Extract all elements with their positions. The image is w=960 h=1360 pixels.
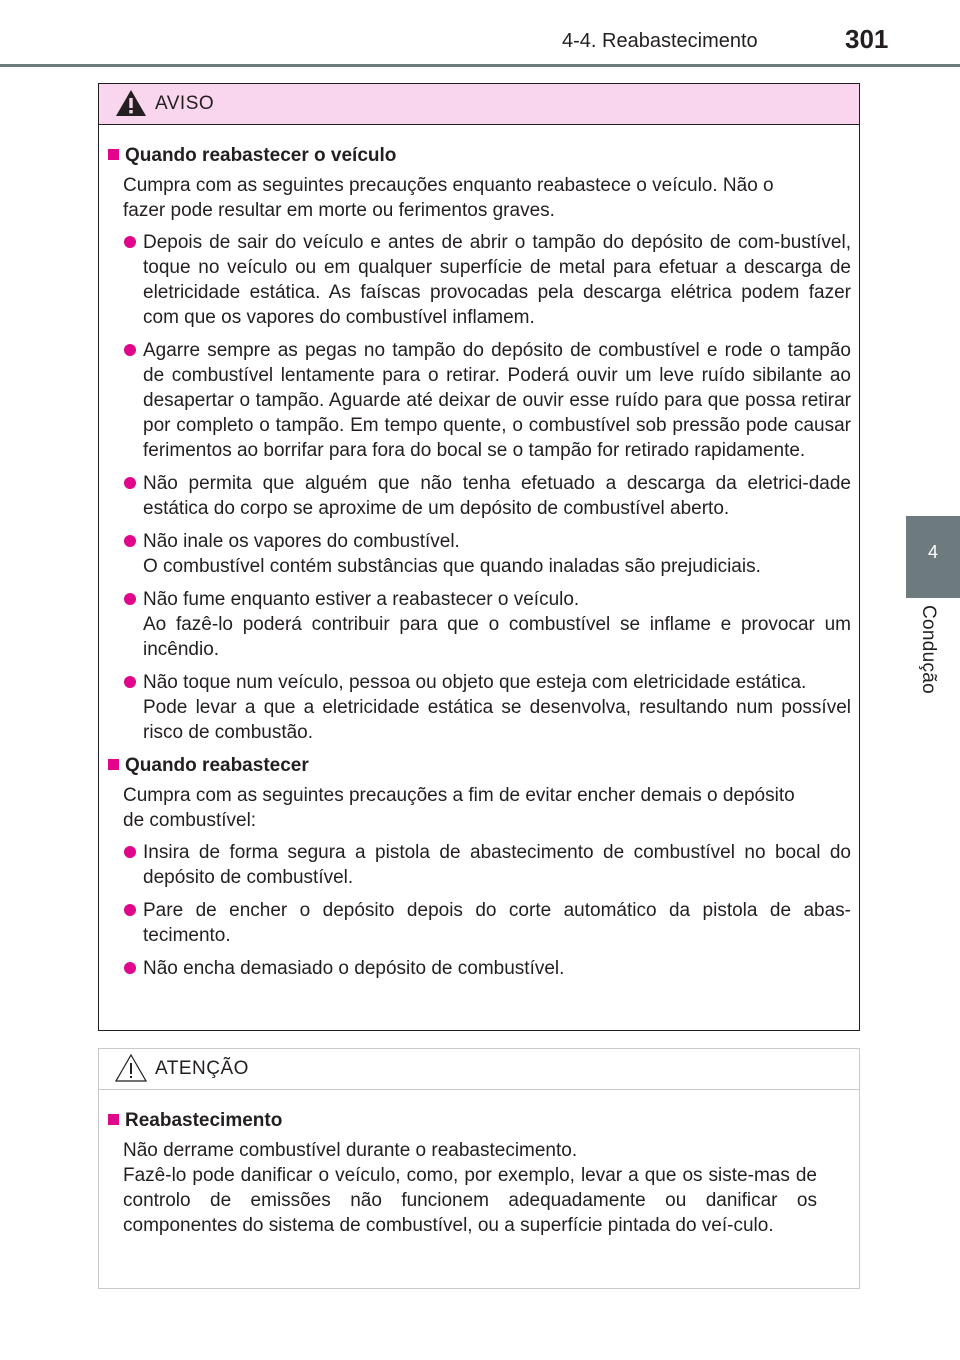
bullet-text: Não toque num veículo, pessoa ou objeto que esteja com eletricidade estática. [143,672,807,693]
header-section-title: 4-4. Reabastecimento [562,30,758,52]
notice-box-body [99,1090,859,1238]
warning-box-header [99,84,859,125]
section-square-icon [108,149,119,160]
bullet-dot-icon [124,904,136,916]
bullet-text: Não encha demasiado o depósito de combustível. [143,958,565,979]
bullet-dot-icon [124,593,136,605]
notice-line: Fazê-lo pode danificar o veículo, como, por exemplo, levar a que os siste-mas de controlo de emissões não funcionem adequadamente ou danificar os componentes do sistema de combustível, ou a superfície pintada do veí-culo. [123,1165,817,1236]
bullet-item [123,529,851,579]
bullet-text: Não inale os vapores do combustível. [143,531,460,552]
bullet-item [123,956,851,981]
bullet-item [123,587,851,662]
warning-box [98,83,860,1031]
bullet-dot-icon [124,962,136,974]
bullet-dot-icon [124,846,136,858]
notice-box-title: ATENÇÃO [155,1058,249,1079]
bullet-dot-icon [124,236,136,248]
section-heading-text: Quando reabastecer [125,755,309,776]
bullet-text: Pode levar a que a eletricidade estática se desenvolva, resultando num possível risco de combustão. [143,697,851,743]
section-heading [107,1108,851,1133]
section-heading [107,143,851,168]
section-square-icon [108,1114,119,1125]
bullet-text: Não permita que alguém que não tenha efetuado a descarga da eletrici-dade estática do corpo se aproxime de um depósito de combustível aberto. [143,473,851,519]
bullet-dot-icon [124,676,136,688]
bullet-dot-icon [124,477,136,489]
header-rule [0,64,960,67]
bullet-item [123,898,851,948]
bullet-text: Depois de sair do veículo e antes de abrir o tampão do depósito de com-bustível, toque no veículo ou em qualquer superfície de metal para efetuar a descarga de eletricidade estática. As faíscas provocadas pela descarga elétrica podem fazer com que os vapores do combustível inflamem. [143,232,851,328]
chapter-tab [906,516,960,598]
section-intro [123,173,851,223]
notice-box-header [99,1049,859,1090]
section-heading-text: Quando reabastecer o veículo [125,145,397,166]
bullet-text: O combustível contém substâncias que quando inaladas são prejudiciais. [143,556,761,577]
caution-triangle-icon [115,1053,147,1083]
bullet-dot-icon [124,535,136,547]
warning-box-title: AVISO [155,93,215,114]
bullet-text: Ao fazê-lo poderá contribuir para que o combustível se inflame e provocar um incêndio. [143,614,851,660]
bullet-item [123,471,851,521]
notice-text [123,1138,851,1238]
warning-triangle-icon [115,88,147,118]
chapter-number: 4 [927,542,938,562]
bullet-text: Pare de encher o depósito depois do corte automático da pistola de abas-tecimento. [143,900,851,946]
section-intro [123,783,851,833]
warning-box-body [99,125,859,981]
page-number: 301 [845,24,889,54]
bullet-item [123,230,851,330]
section-heading-text: Reabastecimento [125,1110,283,1131]
bullet-text: Insira de forma segura a pistola de abastecimento de combustível no bocal do depósito de combustível. [143,842,851,888]
notice-line: Não derrame combustível durante o reabastecimento. [123,1140,578,1161]
bullet-item [123,670,851,745]
bullet-item [123,338,851,463]
bullet-dot-icon [124,344,136,356]
section-intro-text: Cumpra com as seguintes precauções enquanto reabastece o veículo. Não o fazer pode resultar em morte ou ferimentos graves. [123,175,774,221]
bullet-text: Não fume enquanto estiver a reabastecer o veículo. [143,589,580,610]
bullet-item [123,840,851,890]
section-square-icon [108,759,119,770]
bullet-text: Agarre sempre as pegas no tampão do depósito de combustível e rode o tampão de combustível lentamente para o retirar. Poderá ouvir um leve ruído sibilante ao desapertar o tampão. Aguarde até deixar de ouvir esse ruído para que possa retirar por completo o tampão. Em tempo quente, o combustível sob pressão pode causar ferimentos ao borrifar para fora do bocal se o tampão for retirado rapidamente. [143,340,851,461]
notice-box [98,1048,860,1289]
chapter-label: Condução [918,605,939,695]
section-heading [107,753,851,778]
section-intro-text: Cumpra com as seguintes precauções a fim de evitar encher demais o depósito de combustível: [123,785,795,831]
